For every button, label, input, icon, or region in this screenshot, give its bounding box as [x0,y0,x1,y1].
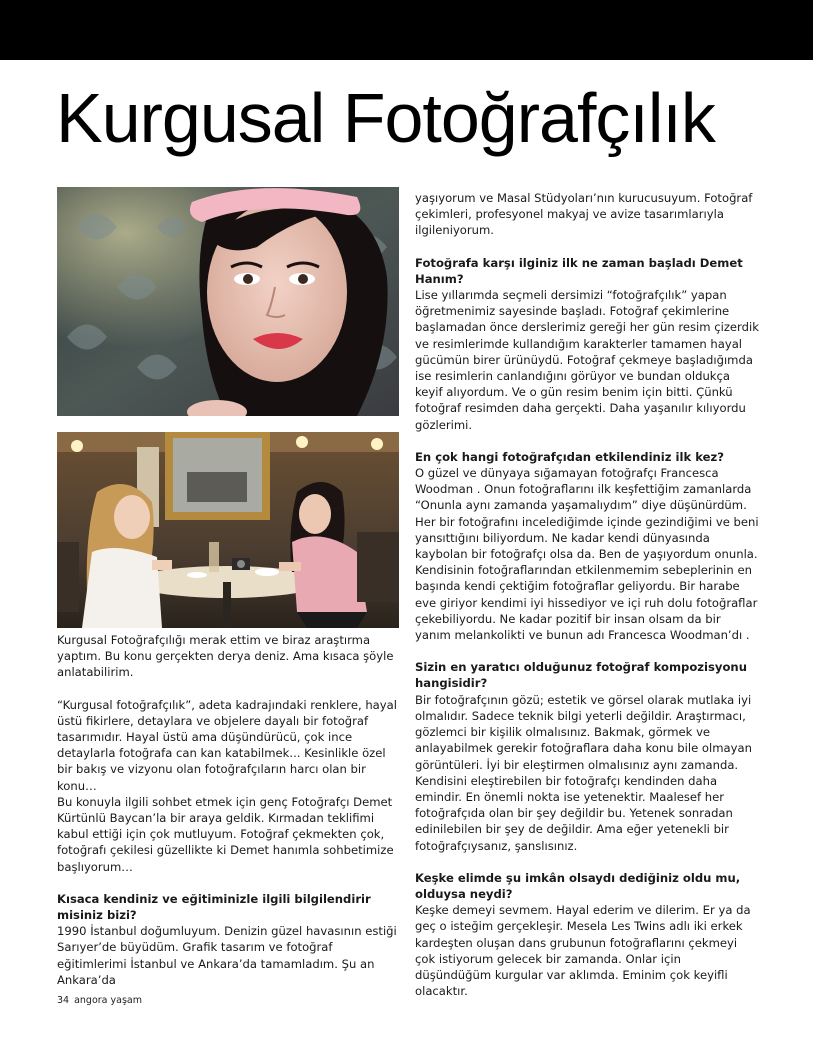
cafe-interview-photo [57,432,399,628]
question-3: En çok hangi fotoğrafçıdan etkilendiniz ilk kez? [415,449,724,464]
question-4: Sizin en yaratıcı olduğunuz fotoğraf kompozisyonu hangisidir? [415,660,747,691]
article-headline: Kurgusal Fotoğrafçılık [56,79,715,157]
top-black-bar [0,0,813,60]
answer-5: Keşke demeyi sevmem. Hayal ederim ve dilerim. Er ya da geç o isteğim gerçekleşir. Mesela Les Twins adlı iki erkek kardeşten oluşan dans grubunun fotoğraflarını çekmeyi çok istiyorum gelecek bir zamanda. Onlar için düşündüğüm kurgular var aklımda. Eminim çok keyifli olacaktır. [415,903,751,999]
portrait-photo [57,187,399,416]
answer-2: Lise yıllarımda seçmeli dersimizi “fotoğrafçılık” yapan öğretmenimiz sayesinde başladı. Fotoğraf çekimlerine başlamadan önce derslerimiz gereği her gün resim çizerdik ve resimlerimde kullandığım karakterler tamamen hayal gücümün birer ürünüydü. Fotoğraf çekmeye başladığımda ise resimlerin canlandığını görüyor ve bundan oldukça keyif alıyordum. Ve o gün resim benim için bitti. Çünkü fotoğraf resimden daha gerçekti. Daha yaşanılır kılıyordu gözlerimi. [415,288,759,432]
page-number: 34 [57,995,70,1006]
question-1: Kısaca kendiniz ve eğitiminizle ilgili bilgilendirir misiniz bizi? [57,891,371,923]
intro-paragraph: Kurgusal Fotoğrafçılığı merak ettim ve biraz araştırma yaptım. Bu konu gerçekten derya deniz. Ama kısaca şöyle anlatabilirim. [57,633,394,680]
answer-4: Bir fotoğrafçının gözü; estetik ve görsel olarak mutlaka iyi olmalıdır. Sadece teknik bilgi yeterli değildir. Araştırmacı, gözlemci bir kişilik olmalısınız. Bakmak, görmek ve anlayabilmek gerekir fotoğraflara daha konu bile olmayan görüntüleri. İyi bir eleştirmen olmalısınız aynı zamanda. Kendisini eleştirebilen bir fotoğrafçı kendinden daha emindir. En önemli nokta ise yetenektir. Maalesef her fotoğrafçıda olan bir şey değildir bu. Yetenek sonradan edinilebilen bir şey de değildir. Ama eğer yetenekli bir fotoğrafçıysanız, şanslısınız. [415,692,752,853]
answer-3: O güzel ve dünyaya sığamayan fotoğrafçı Francesca Woodman . Onun fotoğraflarını ilk keşfettiğim zamanlarda “Onunla aynı zamanda yaşamalıydım” diye düşünürdüm. Her bir fotoğrafını incelediğimde içinde gezindiğimi ve beni yansıttığını biliyordum. Ne kadar kendi dünyasında kaybolan bir fotoğrafçı olsa da. Ben de yaşıyordum onunla. Kendisinin fotoğraflarından etkilenmemim sebeplerinin en başında kendi çektiğim fotoğraflar geliyordu. Bir harabe eve giriyor kendimi iyi hissediyor ve içi ruh dolu fotoğraflar çekebiliyordu. Ne kadar pozitif bir insan olsam da bir yanım melankolikti ve bunun adı Francesca Woodman’dı . [415,466,759,643]
right-text-column [415,190,760,999]
question-2: Fotoğrafa karşı ilginiz ilk ne zaman başladı Demet Hanım? [415,255,743,286]
answer-1-continued: yaşıyorum ve Masal Stüdyoları’nın kurucusuyum. Fotoğraf çekimleri, profesyonel makyaj ve avize tasarımlarıyla ilgileniyorum. [415,191,753,238]
magazine-name: angora yaşam [74,995,142,1006]
question-5: Keşke elimde şu imkân olsaydı dediğiniz oldu mu, olduysa neydi? [415,870,741,901]
page-footer [57,995,147,1006]
answer-1: 1990 İstanbul doğumluyum. Denizin güzel havasının estiği Sarıyer’de büyüdüm. Grafik tasarım ve fotoğraf eğitimlerimi İstanbul ve Ankara’da tamamladım. Şu an Ankara’da [57,924,397,987]
left-text-column [57,632,402,988]
definition-paragraph: “Kurgusal fotoğrafçılık”, adeta kadrajındaki renklere, hayal üstü fikirlere, detaylara ve objelere dayalı bir fotoğraf tasarımıdır. Hayal üstü ama düşündürücü, çok ince detaylarla fotoğrafa can kan katabilmek... Kesinlikle özel bir bakış ve vizyonu olan fotoğrafçıların harcı olan bir konu… [57,697,397,793]
meeting-paragraph: Bu konuyla ilgili sohbet etmek için genç Fotoğrafçı Demet Kürtünlü Baycan’la bir araya geldik. Kırmadan teklifimi kabul ettiği için çok mutluyum. Fotoğraf çekmekten çok, fotoğrafı çekilesi güzellikte ki Demet hanımla sohbetimize başlıyorum… [57,794,394,874]
